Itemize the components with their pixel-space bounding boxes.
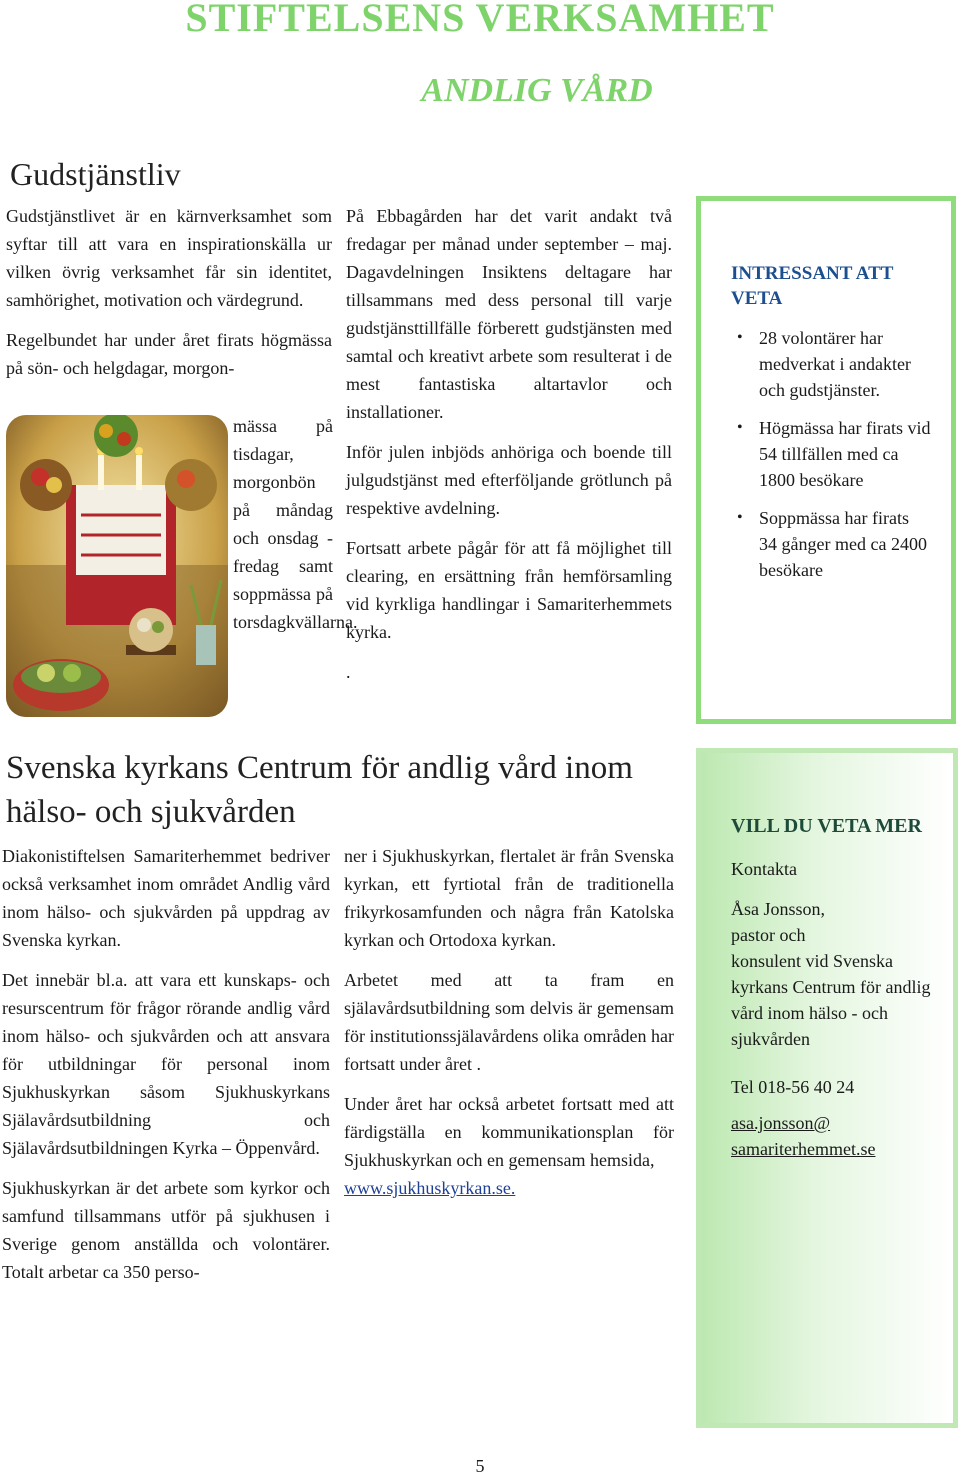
centrum-paragraph-5: Arbetet med att ta fram en själavårdsutbildning som delvis är gemensam för institutionssjälavårdens olika områden har fortsatt under året . — [344, 970, 674, 1074]
section-title-centrum: Svenska kyrkans Centrum för andlig vård inom hälso- och sjukvården — [6, 750, 633, 830]
facts-list — [731, 325, 931, 583]
contact-name: Åsa Jonsson, — [731, 899, 826, 919]
fact-item: • 28 volontärer har medverkat i andakter och gudstjänster. — [731, 325, 931, 403]
altar-illustration — [6, 415, 228, 717]
centrum-column-1 — [2, 842, 330, 1298]
contact-label: Kontakta — [731, 859, 797, 879]
centrum-paragraph-1: Diakonistiftelsen Samariterhemmet bedriver också verksamhet inom området Andlig vård inom hälso- och sjukvården på uppdrag av Svenska kyrkan. — [2, 846, 330, 950]
ebbagarden-paragraph: På Ebbagården har det varit andakt två fredagar per månad under september – maj. Dagavdelningen Insiktens deltagare har tillsammans med dess personal till varje gudstjänsttillfälle förberett gudstjänsten med samtal och kreativt arbete som resulterat i de mest fantastiska altartavlor och installationer. — [346, 206, 672, 422]
contact-role-2: konsulent vid Svenska kyrkans Centrum för andlig vård inom hälso - och sjukvården — [731, 951, 931, 1049]
stray-dot: . — [346, 662, 351, 682]
centrum-paragraph-4: ner i Sjukhuskyrkan, flertalet är från Svenska kyrkan, ett fyrtiotal från de traditionella frikyrkosamfunden och några från Katolska kyrkan och Ortodoxa kyrkan. — [344, 846, 674, 950]
facts-heading: INTRESSANT ATT VETA — [731, 263, 894, 309]
contact-phone: Tel 018-56 40 24 — [731, 1077, 855, 1097]
contact-heading: VILL DU VETA MER — [731, 815, 922, 837]
page-number: 5 — [475, 1456, 485, 1476]
section-title-gudstjanstliv: Gudstjänstliv — [10, 156, 181, 192]
gudstjanst-column-1 — [6, 202, 332, 382]
centrum-paragraph-2: Det innebär bl.a. att vara ett kunskaps- och resurscentrum för frågor rörande andlig vård inom hälso- och sjukvården och att ansvara för utbildningar för personal inom Sjukhuskyrkan såsom Sjukhuskyrkans Själavårdsutbildning och Själavårdsutbildningen Kyrka – Öppenvård. — [2, 970, 330, 1158]
julen-paragraph: Inför julen inbjöds anhöriga och boende till julgudstjänst med efterföljande grötlunch på respektive avdelning. — [346, 442, 672, 518]
contact-email-part-1[interactable]: asa.jonsson@ — [731, 1113, 831, 1133]
gudstjanst-paragraph-1: Gudstjänstlivet är en kärnverksamhet som syftar till att vara en inspirationskälla ur vilken övrig verksamhet får sin identitet, samhörighet, motivation och värdegrund. — [6, 206, 332, 310]
centrum-paragraph-6: Under året har också arbetet fortsatt med att färdigställa en kommunikationsplan för Sjukhuskyrkan och en gemensam hemsida, — [344, 1094, 674, 1170]
sjukhuskyrkan-link[interactable]: www.sjukhuskyrkan.se. — [344, 1178, 516, 1198]
fact-item: • Högmässa har firats vid 54 tillfällen med ca 1800 besökare — [731, 415, 931, 493]
contact-box — [696, 748, 958, 1428]
gudstjanst-paragraph-2: Regelbundet har under året firats högmässa på sön- och helgdagar, morgon- — [6, 330, 332, 378]
gudstjanst-wrap-text: mässa på tisdagar, morgonbön på måndag och onsdag -fredag samt soppmässa på torsdagkvällarna. — [233, 416, 358, 632]
contact-email-part-2[interactable]: samariterhemmet.se — [731, 1139, 876, 1159]
page-header-subtitle: ANDLIG VÅRD — [421, 72, 653, 109]
centrum-paragraph-3: Sjukhuskyrkan är det arbete som kyrkor och samfund tillsammans utför på sjukhusen i Sverige genom anställda och volontärer. Totalt arbetar ca 350 perso- — [2, 1178, 330, 1282]
contact-role-1: pastor och — [731, 925, 806, 945]
gudstjanst-column-2 — [346, 202, 672, 698]
contact-email[interactable] — [731, 1110, 937, 1162]
altar-photo — [6, 415, 228, 717]
clearing-paragraph: Fortsatt arbete pågår för att få möjlighet till clearing, en ersättning från hemförsamling vid kyrkliga handlingar i Samariterhemmets kyrka. — [346, 538, 672, 642]
facts-box — [696, 196, 956, 724]
fact-item: • Soppmässa har firats 34 gånger med ca 2400 besökare — [731, 505, 931, 583]
page-header-title: STIFTELSENS VERKSAMHET — [185, 0, 775, 40]
centrum-column-2 — [344, 842, 674, 1202]
